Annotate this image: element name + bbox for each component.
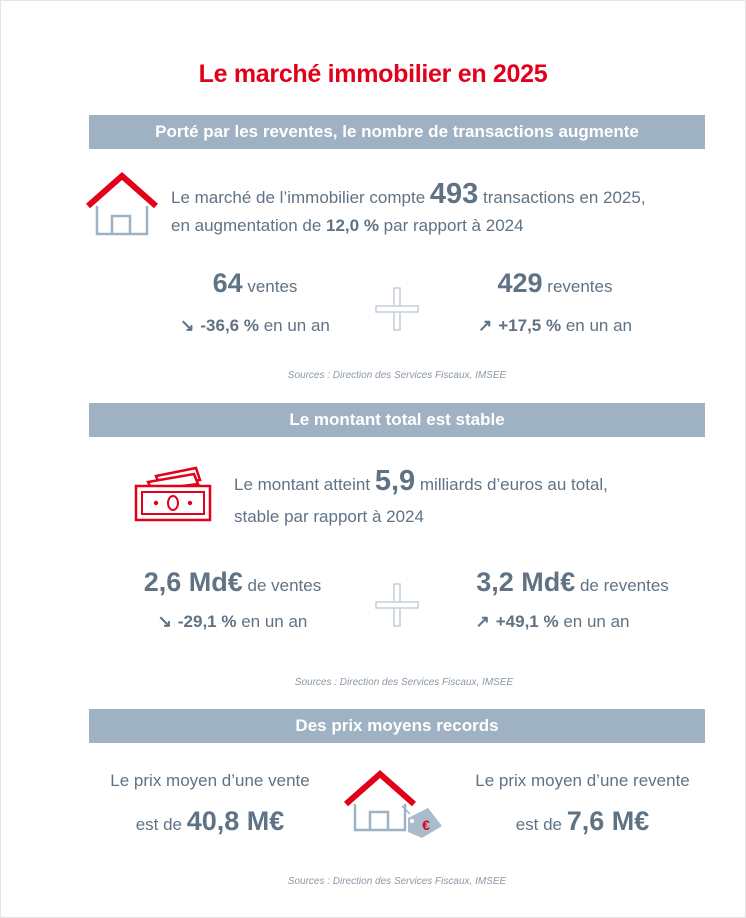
arrow-down-icon: ↘	[157, 612, 172, 631]
section-banner-transactions: Porté par les reventes, le nombre de transactions augmente	[89, 115, 705, 149]
euro-symbol: €	[422, 817, 430, 833]
sales-count: 64 ventes	[212, 268, 298, 298]
plus-icon	[374, 582, 420, 628]
transactions-growth: 12,0 %	[326, 216, 379, 235]
arrow-up-icon: ↗	[475, 612, 490, 631]
sale-price-value: 40,8 M€	[186, 806, 285, 836]
source-note: Sources : Direction des Services Fiscaux, IMSEE	[294, 677, 514, 688]
transactions-total: 493	[429, 178, 479, 210]
amount-summary-line2: stable par rapport à 2024	[234, 507, 424, 526]
plus-icon	[374, 286, 420, 332]
sale-price-label: Le prix moyen d’une vente	[110, 771, 310, 790]
transactions-summary-line1: Le marché de l’immobilier compte 493 transactions en 2025,	[171, 178, 646, 210]
resales-count: 429 reventes	[497, 268, 613, 298]
arrow-down-icon: ↘	[180, 316, 195, 335]
resales-change: ↗ +17,5 % en un an	[477, 316, 632, 335]
sale-price: est de 40,8 M€	[135, 806, 285, 836]
section-banner-amount: Le montant total est stable	[89, 403, 705, 437]
page-title: Le marché immobilier en 2025	[198, 60, 548, 88]
resale-price-value: 7,6 M€	[566, 806, 650, 836]
transactions-summary-line2: en augmentation de 12,0 % par rapport à 2024	[171, 216, 524, 235]
source-note: Sources : Direction des Services Fiscaux, IMSEE	[287, 876, 507, 887]
amount-summary-line1: Le montant atteint 5,9 milliards d’euros au total,	[234, 465, 608, 497]
resale-price-label: Le prix moyen d’une revente	[475, 771, 690, 790]
resales-amount: 3,2 Md€ de reventes	[476, 567, 669, 597]
resale-price: est de 7,6 M€	[515, 806, 650, 836]
house-price-tag-icon	[342, 766, 446, 840]
sales-amount-change: ↘ -29,1 % en un an	[157, 612, 308, 631]
arrow-up-icon: ↗	[477, 316, 493, 335]
source-note: Sources : Direction des Services Fiscaux, IMSEE	[287, 370, 507, 381]
resales-amount-change: ↗ +49,1 % en un an	[475, 612, 630, 631]
amount-total: 5,9	[374, 465, 416, 497]
house-icon	[84, 170, 160, 238]
banknotes-icon	[134, 466, 214, 522]
sales-amount: 2,6 Md€ de ventes	[143, 567, 322, 597]
section-banner-prices: Des prix moyens records	[89, 709, 705, 743]
sales-change: ↘ -36,6 % en un an	[180, 316, 330, 335]
